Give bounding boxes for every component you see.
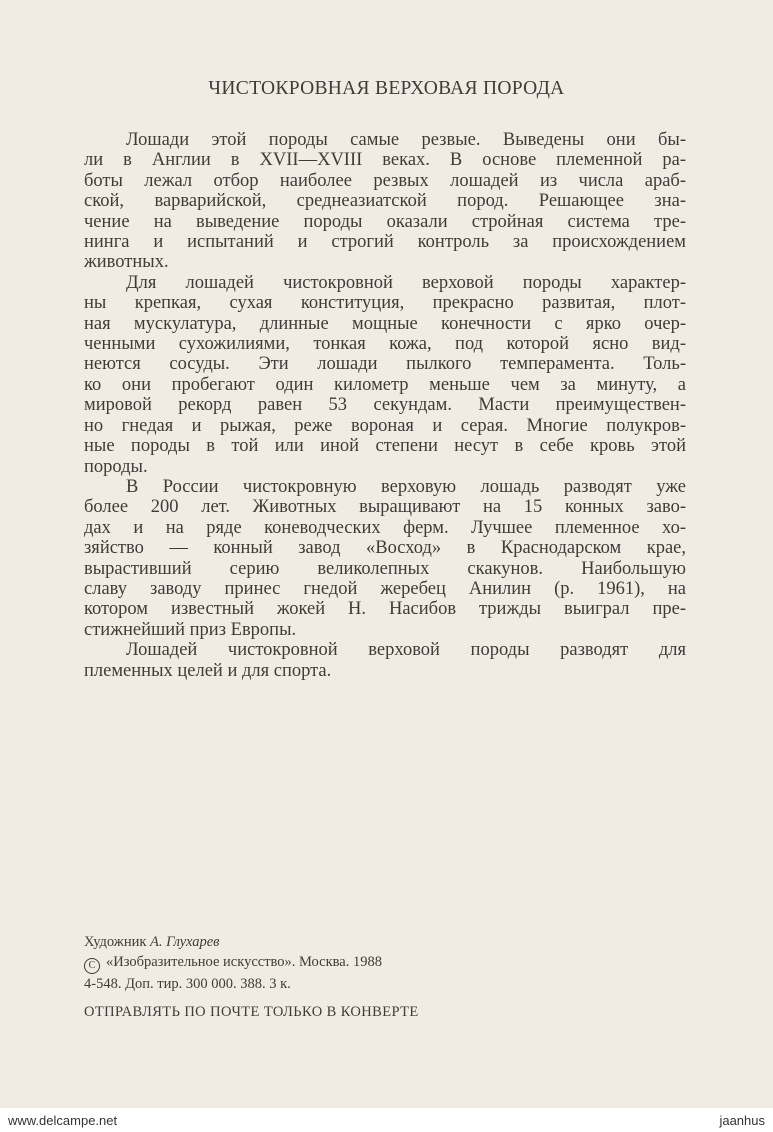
footer-seller-name: jaanhus xyxy=(719,1113,765,1128)
paragraph xyxy=(84,640,686,681)
publisher-credit xyxy=(84,952,382,974)
text-line: неются сосуды. Эти лошади пылкого темперамента. Толь- xyxy=(84,354,686,375)
article-body xyxy=(84,130,686,681)
text-line: вырастивший серию великолепных скакунов. Наибольшую xyxy=(84,558,686,579)
text-line: боты лежал отбор наиболее резвых лошадей из числа араб- xyxy=(84,170,686,191)
text-line: Лошади этой породы самые резвые. Выведены они бы- xyxy=(126,130,686,150)
text-line: ная мускулатура, длинные мощные конечности с ярко очер- xyxy=(84,313,686,334)
paragraph xyxy=(84,130,686,273)
artist-credit xyxy=(84,932,382,952)
text-line: стижнейший приз Европы. xyxy=(84,619,297,640)
text-line: дах и на ряде коневодческих ферм. Лучшее племенное хо- xyxy=(84,517,686,538)
paragraph xyxy=(84,273,686,477)
paragraph xyxy=(84,477,686,640)
copyright-icon: C xyxy=(84,958,100,974)
text-line: ные породы в той или иной степени несут в себе кровь этой xyxy=(84,436,686,457)
text-line: котором известный жокей Н. Насибов трижды выиграл пре- xyxy=(84,599,686,620)
text-line: чение на выведение породы оказали стройная система тре- xyxy=(84,211,686,232)
artist-name: А. Глухарев xyxy=(150,934,220,950)
publication-credits xyxy=(84,932,382,994)
text-line: ской, варварийской, среднеазиатской пород. Решающее зна- xyxy=(84,191,686,212)
text-line: племенных целей и для спорта. xyxy=(84,660,332,681)
text-line: нинга и испытаний и строгий контроль за происхождением xyxy=(84,232,686,253)
text-line: В России чистокровную верховую лошадь разводят уже xyxy=(126,476,686,497)
text-line: мировой рекорд равен 53 секундам. Масти преимуществен- xyxy=(84,395,686,416)
watermark-footer xyxy=(0,1108,773,1132)
text-line: Для лошадей чистокровной верховой породы характер- xyxy=(126,272,686,293)
text-line: породы. xyxy=(84,456,148,477)
text-line: более 200 лет. Животных выращивают на 15 конных заво- xyxy=(84,497,686,518)
artist-label: Художник xyxy=(84,934,147,950)
text-line: славу заводу принес гнедой жеребец Анилин (р. 1961), на xyxy=(84,578,686,599)
text-line: животных. xyxy=(84,252,169,273)
footer-site-link[interactable]: www.delcampe.net xyxy=(8,1113,118,1128)
text-line: ченными сухожилиями, тонкая кожа, под которой ясно вид- xyxy=(84,334,686,355)
text-line: но гнедая и рыжая, реже вороная и серая. Многие полукров- xyxy=(84,415,686,436)
page-title: ЧИСТОКРОВНАЯ ВЕРХОВАЯ ПОРОДА xyxy=(208,78,565,99)
text-line: ли в Англии в XVII—XVIII веках. В основе племенной ра- xyxy=(84,150,686,171)
text-line: ны крепкая, сухая конституция, прекрасно развитая, плот- xyxy=(84,293,686,314)
mail-instruction: ОТПРАВЛЯТЬ ПО ПОЧТЕ ТОЛЬКО В КОНВЕРТЕ xyxy=(84,1004,419,1020)
print-info: 4-548. Доп. тир. 300 000. 388. 3 к. xyxy=(84,976,291,992)
text-line: Лошадей чистокровной верховой породы разводят для xyxy=(126,640,686,661)
publisher-line: «Изобразительное искусство». Москва. 1988 xyxy=(106,954,382,970)
text-line: ко они пробегают один километр меньше чем за минуту, а xyxy=(84,374,686,395)
text-line: зяйство — конный завод «Восход» в Краснодарском крае, xyxy=(84,538,686,559)
